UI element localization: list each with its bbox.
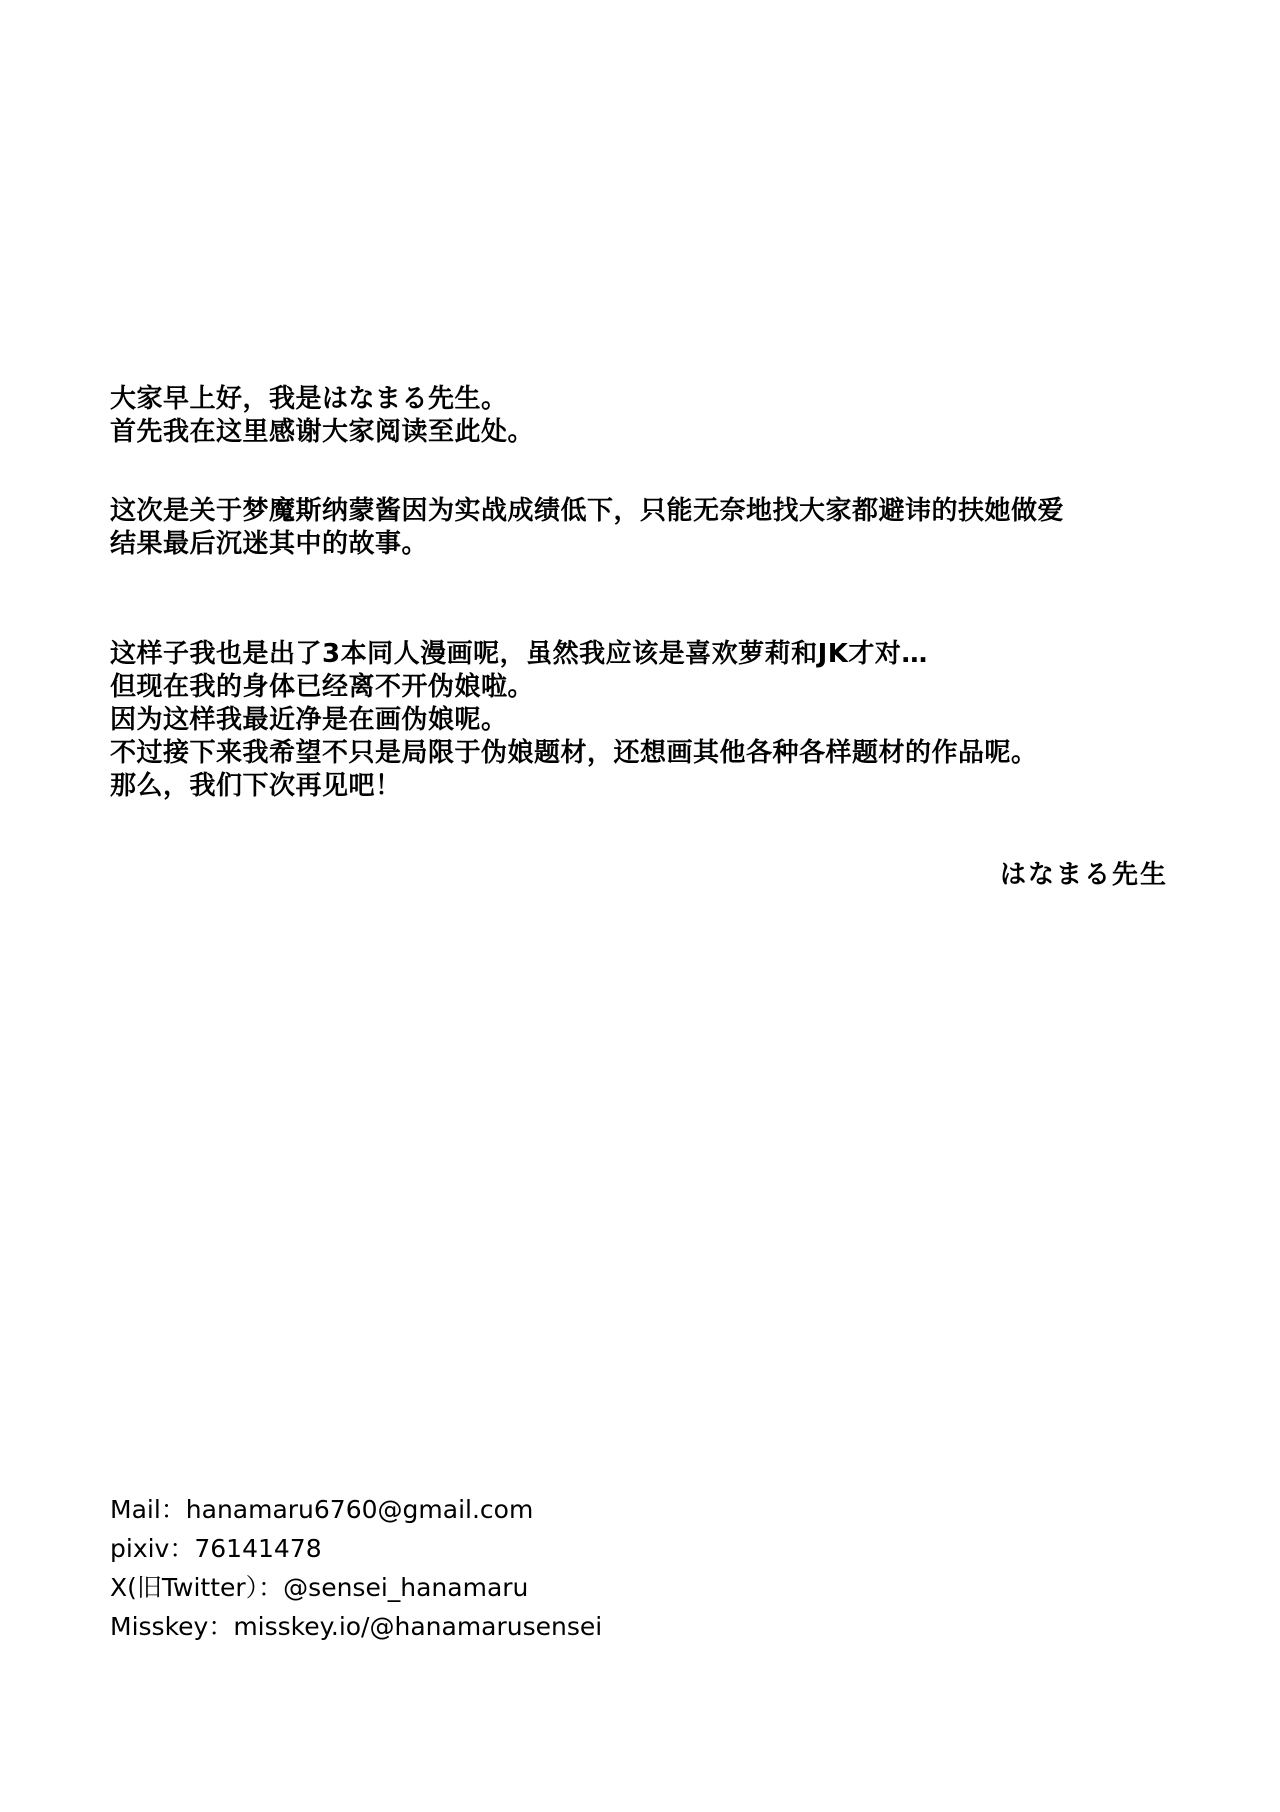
closing-line: 这样子我也是出了3本同人漫画呢，虽然我应该是喜欢萝莉和JK才对… bbox=[110, 639, 928, 669]
contact-x-twitter: X(旧Twitter）：@sensei_hanamaru bbox=[110, 1573, 529, 1602]
contact-mail: Mail：hanamaru6760@gmail.com bbox=[110, 1495, 534, 1524]
greeting-line: 首先我在这里感谢大家阅读至此处。 bbox=[110, 417, 535, 447]
closing-paragraph bbox=[110, 638, 1190, 803]
greeting-line: 大家早上好，我是はなまる先生。 bbox=[110, 384, 508, 414]
greeting-paragraph bbox=[110, 383, 1190, 449]
contact-pixiv: pixiv：76141478 bbox=[110, 1534, 322, 1563]
closing-line: 那么，我们下次再见吧！ bbox=[110, 771, 402, 801]
closing-line: 因为这样我最近净是在画伪娘呢。 bbox=[110, 705, 508, 735]
story-line: 这次是关于梦魔斯纳蒙酱因为实战成绩低下，只能无奈地找大家都避讳的扶她做爱 bbox=[110, 496, 1065, 526]
contact-list bbox=[110, 1490, 602, 1646]
closing-line: 但现在我的身体已经离不开伪娘啦。 bbox=[110, 672, 535, 702]
closing-line: 不过接下来我希望不只是局限于伪娘题材，还想画其他各种各样题材的作品呢。 bbox=[110, 738, 1038, 768]
author-signature: はなまる先生 bbox=[999, 860, 1168, 890]
contact-misskey: Misskey：misskey.io/@hanamarusensei bbox=[110, 1612, 603, 1641]
story-paragraph bbox=[110, 495, 1190, 561]
story-line: 结果最后沉迷其中的故事。 bbox=[110, 529, 429, 559]
